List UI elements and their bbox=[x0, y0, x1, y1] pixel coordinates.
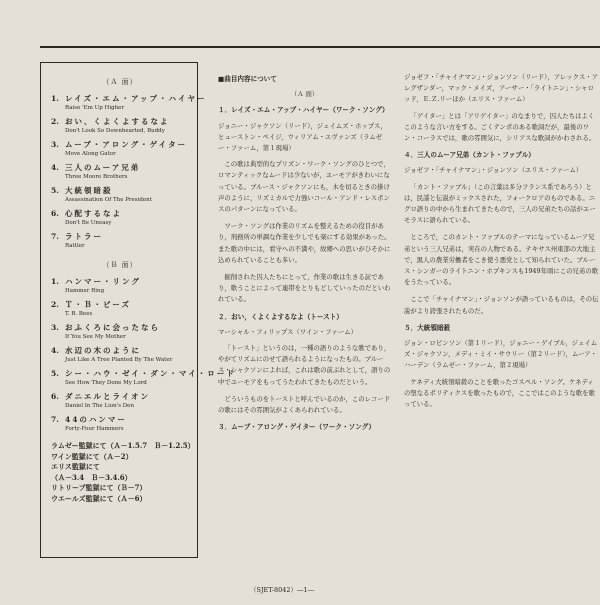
track-number: 5. bbox=[51, 369, 59, 378]
track-title: ３．ムーブ・アロング・ゲイター（ワーク・ソング） bbox=[218, 423, 376, 432]
track-item bbox=[51, 391, 189, 410]
track-title-en: If You See My Mother bbox=[65, 334, 126, 340]
paragraph: ワーク・ソングは作業のリズムを整えるための役目があり，刑務所の単調な作業を少しでも楽にする効果があった。また歌の中には，看守への不満や，故郷への思いがひそかに込められていることも多い。 bbox=[218, 222, 391, 264]
track-number: 1. bbox=[51, 94, 59, 103]
track-credit: ジョゼフ・「チャイナマン」・ジョンソン（エリス・ファーム） bbox=[404, 166, 583, 175]
paragraph: 掘削された囚人たちにとって，作業の歌は生きる証であり，歌うことによって連帯をとりもどしていったのだといわれている。 bbox=[218, 273, 391, 304]
track-item bbox=[51, 276, 189, 295]
track-number: 2. bbox=[51, 300, 59, 309]
track-title-en: Assassination Of The President bbox=[65, 197, 152, 203]
paragraph: ケネディ大統領暗殺のことを歌ったゴスペル・ソング。ケネディの聖なるポリティクスを歌ったもので，ここではこのような歌を歌っている。 bbox=[404, 377, 595, 409]
track-number: 7. bbox=[51, 415, 59, 424]
track-number: 4. bbox=[51, 163, 59, 172]
supervision-notes bbox=[51, 441, 195, 504]
track-title-jp: おふくろに会ったなら bbox=[65, 323, 160, 332]
track-title-jp: ラトラー bbox=[65, 232, 103, 241]
track-title-en: Daniel In The Lion's Den bbox=[65, 403, 134, 409]
track-item bbox=[51, 162, 189, 181]
paragraph: この歌は典型的なプリズン・ワーク・ソングのひとつで，ロマンティックなムードは少ないが，ユーモアがきわいになっている。ブルース・ジャクソンにも，木を切るときの掛け声のように，リズミカルで力強いコール・アンド・レスポンスのパターンになっている。 bbox=[218, 160, 390, 214]
track-title-en: Rattler bbox=[65, 243, 85, 249]
track-title-en: Three Moore Brothers bbox=[65, 174, 128, 180]
side-a-label: （Ａ 面） bbox=[290, 90, 319, 99]
paragraph: ここで「チャイナマン」・ジョンソンが語っているものは，その伝説がより誇張されたものだ。 bbox=[404, 295, 599, 315]
track-credit: ジョニー・ジャクソン（リード），ジェイムズ・ホップス，ヒューストン・ペイジ，ウィリアム・エヴァンズ（ラムゼー・ファーム，第１現場） bbox=[218, 121, 387, 153]
track-credit: マーシャル・フィリップス（ワイン・ファーム） bbox=[218, 327, 357, 336]
track-title-en: Move Along Gator bbox=[65, 151, 116, 157]
track-title-jp: ムーブ・アロング・ゲイター bbox=[65, 140, 188, 149]
track-title-jp: 44のハンマー bbox=[65, 415, 127, 424]
track-number: 2. bbox=[51, 117, 59, 126]
track-title-jp: 大統領暗殺 bbox=[65, 186, 113, 195]
track-title-en: Forty-Four Hammers bbox=[65, 426, 124, 432]
supervision-line: （Ａ－3.4 Ｂ－3.4.6） bbox=[51, 472, 132, 482]
track-number: 3. bbox=[51, 323, 59, 332]
track-credit: ジョン・ロビンソン（第１リード），ジョニー・ゲイブル，ジェイムズ・ジャクソン，メディ・ミイ・サウリー（第２リード），ムーア・ハーデン（ラムゼー・ファーム，第２現場） bbox=[404, 339, 598, 370]
track-title-jp: 三人のムーア兄弟 bbox=[65, 163, 141, 172]
track-title-jp: ハンマー・リング bbox=[65, 277, 141, 286]
track-title-en: T. B. Bees bbox=[65, 311, 93, 317]
track-item bbox=[51, 116, 189, 135]
track-item bbox=[51, 299, 189, 318]
track-title-en: Just Like A Tree Planted By The Water bbox=[65, 357, 173, 363]
track-item bbox=[51, 414, 189, 433]
track-title-jp: シー・ハウ・ゼイ・ダン・マイ・ロード bbox=[65, 369, 236, 378]
track-number: 6. bbox=[51, 392, 59, 401]
track-number: 4. bbox=[51, 346, 59, 355]
track-title-en: Raise 'Em Up Higher bbox=[65, 105, 125, 111]
paragraph: 「トースト」というのは，一種の語りのような歌であり，やがてリズムにのせて語られるようになったもの。ブルース・シャクソンによれば，これは歌の前ぶれとして，語りの中でユーモアをもってうたわれてきたものだという。 bbox=[218, 344, 391, 386]
track-number: 6. bbox=[51, 209, 59, 218]
track-title-jp: おい、くよくよするなよ bbox=[65, 117, 170, 126]
track-item bbox=[51, 368, 236, 387]
section-heading: ■曲目内容について bbox=[218, 75, 277, 83]
paragraph: 「ゲイター」とは「アリゲイター」のなまりで，囚人たちはよくこのような言い方をする。ごくテンポのある歌詞だが，最後のワン・コーラスでは，歌の雰囲気に，シリアスな歌詞がかわされる。 bbox=[404, 111, 596, 143]
track-title: ４．三人のムーア兄弟（カント・ファブル） bbox=[404, 151, 535, 160]
track-item bbox=[51, 345, 189, 364]
supervision-line: エリス監獄にて bbox=[51, 462, 100, 471]
track-number: 1. bbox=[51, 277, 59, 286]
track-title-en: Don't Be Uneasy bbox=[65, 220, 112, 226]
side-a-tracks bbox=[51, 93, 207, 250]
paragraph: 「カント・ファブル」（この言葉は多分フランス系であろう）とは，民謡と伝説がミックスされた，フォークロアのものである。ニグロ語りの中から生まれてきたもので，三人の兄弟たちの話がユーモラスに語られている。 bbox=[404, 182, 596, 225]
side-a-label: （Ａ 面） bbox=[102, 78, 138, 86]
track-title-jp: 心配するなよ bbox=[65, 209, 122, 218]
track-number: 5. bbox=[51, 186, 59, 195]
supervision-line: リトリーブ監獄にて（Ｂ－7） bbox=[51, 483, 147, 492]
side-b-label: （Ｂ 面） bbox=[102, 261, 138, 269]
track-item bbox=[51, 185, 189, 204]
track-title-jp: ダニエルとライオン bbox=[65, 392, 151, 401]
side-b-tracks bbox=[51, 276, 236, 433]
track-title-jp: 水辺の木のように bbox=[65, 346, 141, 355]
liner-notes-column-2 bbox=[404, 72, 600, 605]
catalog-footer: （SJET-8042）―1― bbox=[250, 586, 315, 594]
track-item bbox=[51, 139, 189, 158]
track-credit: ジョゼフ・「チャイナマン」・ジョンソン（リード），アレックス・アレグザンダー，マック・メイズ，アーサー・「ライトニン」・シャロッド，Ｅ.Ｚ.リーほか（エリス・ファーム） bbox=[404, 73, 599, 104]
track-item bbox=[51, 322, 189, 341]
top-rule bbox=[40, 46, 600, 48]
track-title-en: See How They Done My Lord bbox=[65, 380, 147, 386]
track-item bbox=[51, 93, 207, 112]
track-title: １．レイズ・エム・アップ・ハイヤー（ワーク・ソング） bbox=[218, 106, 389, 115]
supervision-line: ラムゼー監獄にて（Ａ－1.5.7 Ｂ－1.2.5） bbox=[51, 441, 195, 450]
track-item bbox=[51, 231, 189, 250]
track-title-jp: Ｔ・Ｂ・ビーズ bbox=[65, 300, 131, 309]
tracklist-box bbox=[40, 62, 236, 558]
track-title: ２．おい，くよくよするなよ（トースト） bbox=[218, 312, 343, 321]
track-title-en: Don't Look So Downhearted, Buddy bbox=[65, 128, 165, 134]
supervision-line: ワイン監獄にて（Ａ－2） bbox=[51, 451, 133, 461]
track-number: 3. bbox=[51, 140, 59, 149]
track-item bbox=[51, 208, 189, 227]
track-number: 7. bbox=[51, 232, 59, 241]
supervision-line: ウエールズ監獄にて（Ａ－6） bbox=[51, 493, 147, 503]
liner-notes-column-1 bbox=[218, 72, 391, 605]
paragraph: ところで，このカント・ファブルのテーマになっているムーア兄弟という三人兄弟は，実在の人物である。テキサス州東部の大地主で，黒人の農業労働者をこき使う悪党として知られていた。ブルース・シンガーのライトニン・ホプキンスも1949年頃にこの兄弟の歌をうたっている。 bbox=[404, 233, 599, 287]
track-title-en: Hammer Ring bbox=[65, 288, 105, 294]
paragraph: どういうものをトーストと呼んでいるのか，このレコードの歌にはその雰囲気がよくあらわれている。 bbox=[218, 394, 391, 415]
track-title-jp: レイズ・エム・アップ・ハイヤー bbox=[65, 94, 207, 103]
track-title: ５．大統領暗殺 bbox=[404, 323, 451, 332]
